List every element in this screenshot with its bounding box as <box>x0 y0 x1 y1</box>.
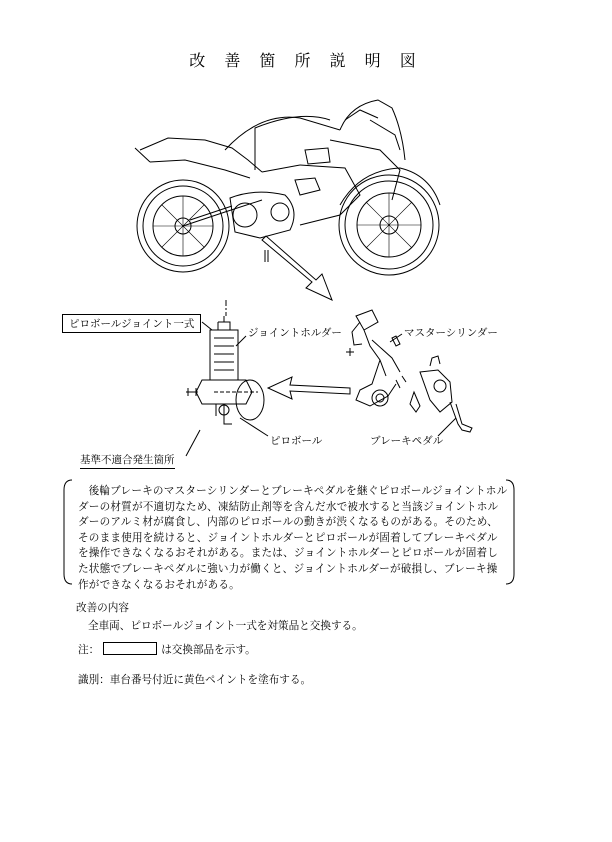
pillow-ball-label: ピロボール <box>270 435 323 447</box>
identification-text: 識別：車台番号付近に黄色ペイントを塗布する。 <box>78 674 312 686</box>
note-prefix: 注： <box>78 644 100 656</box>
joint-assembly-label: ピロボールジョイント一式 <box>62 314 201 333</box>
defect-location-label: 基準不適合発生箇所 <box>80 452 175 469</box>
page-title: 改 善 箇 所 説 明 図 <box>189 51 423 70</box>
arrow-to-joint <box>268 377 350 399</box>
note-suffix: は交換部品を示す。 <box>161 644 256 656</box>
master-cylinder-label: マスターシリンダー <box>404 327 498 339</box>
joint-holder-label: ジョイントホルダー <box>248 327 342 339</box>
leader-pillow-ball <box>240 418 268 436</box>
leader-joint-assembly <box>202 322 212 330</box>
arrow-to-detail <box>262 236 332 300</box>
improvement-body: 全車両、ピロボールジョイント一式を対策品と交換する。 <box>88 620 363 632</box>
brake-pedal-label: ブレーキペダル <box>370 435 444 447</box>
replacement-part-legend-box <box>103 642 157 655</box>
description-text: 後輪ブレーキのマスターシリンダーとブレーキペダルを継ぐピロボールジョイントホルダーの材質が不適切なため、凍結防止剤等を含んだ水で被水すると当該ジョイントホルダーのアルミ材が腐食し、内部のピロボールの動きが渋くなるものがある。そのため、そのまま使用を続けると、ジョイントホルダーとピロボールが固着してブレーキペダルを操作できなくなるおそれがある。または、ジョイントホルダーとピロボールが固着した状態でブレーキペダルに強い力が働くと、ジョイントホルダーが破損し、ブレーキ操作ができなくなるおそれがある。 <box>78 485 508 591</box>
note-line <box>78 642 256 657</box>
leader-defect-location <box>186 430 200 456</box>
improvement-heading: 改善の内容 <box>76 602 129 614</box>
